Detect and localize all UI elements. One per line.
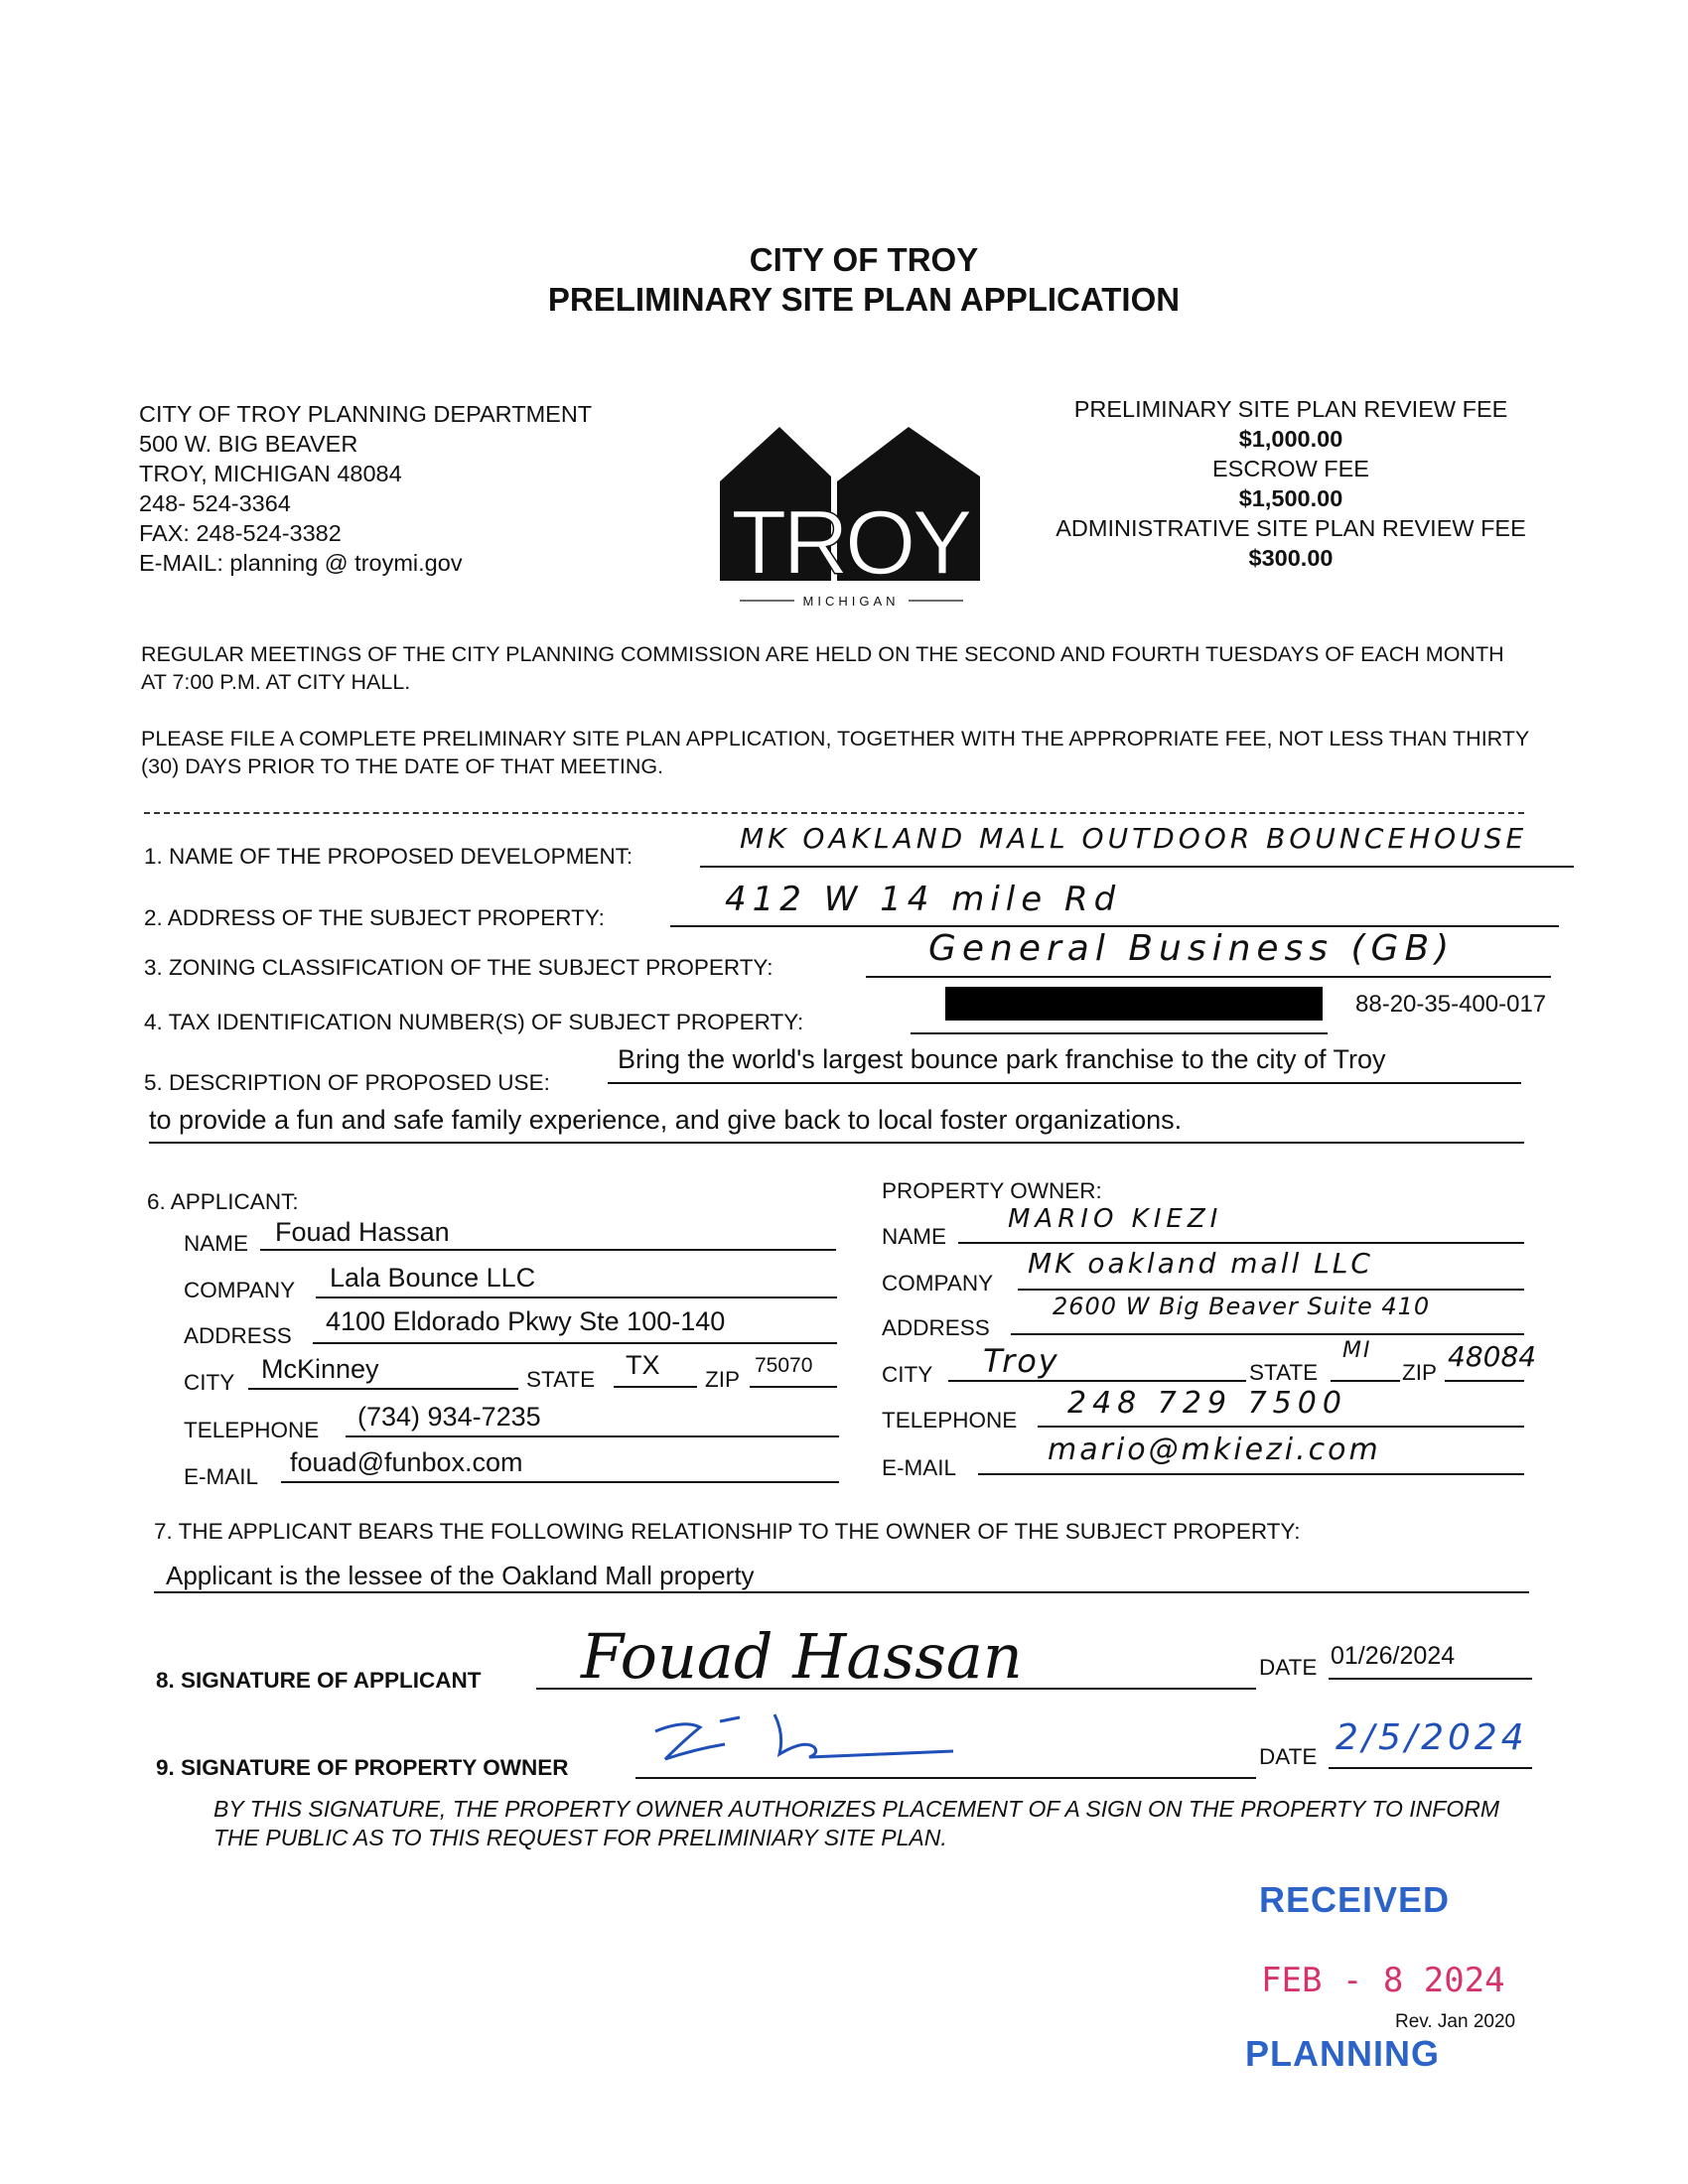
fee-block <box>1013 394 1569 573</box>
applicant-company-line <box>316 1297 837 1298</box>
owner-zip-label: ZIP <box>1402 1360 1438 1385</box>
applicant-city-line <box>248 1388 518 1390</box>
department-street: 500 W. BIG BEAVER <box>139 431 358 457</box>
owner-zip[interactable]: 48084 <box>1448 1340 1537 1373</box>
logo-subtext: MICHIGAN <box>802 594 900 609</box>
owner-date-line <box>1329 1767 1532 1769</box>
applicant-state-line <box>614 1386 697 1388</box>
dashed-divider <box>144 812 1524 814</box>
q2-value[interactable]: 412 W 14 mile Rd <box>725 880 1122 919</box>
owner-signature-label: 9. SIGNATURE OF PROPERTY OWNER <box>156 1755 569 1780</box>
applicant-email[interactable]: fouad@funbox.com <box>290 1447 523 1477</box>
applicant-state-label: STATE <box>526 1367 596 1392</box>
owner-state[interactable]: MI <box>1342 1338 1372 1363</box>
owner-telephone-line <box>1038 1426 1524 1428</box>
applicant-city[interactable]: McKinney <box>261 1354 379 1384</box>
owner-name[interactable]: MARIO KIEZI <box>1008 1204 1223 1234</box>
owner-heading: PROPERTY OWNER: <box>882 1178 1102 1203</box>
applicant-telephone[interactable]: (734) 934-7235 <box>357 1402 541 1432</box>
filing-notice: PLEASE FILE A COMPLETE PRELIMINARY SITE PLAN APPLICATION, TOGETHER WITH THE APPROPRIATE FEE, NOT LESS THAN THIRTY (30) DAYS PRIOR TO THE DATE OF THAT MEETING. <box>141 727 1529 778</box>
department-address <box>139 399 592 578</box>
q3-value[interactable]: General Business (GB) <box>928 928 1456 969</box>
q4-label: 4. TAX IDENTIFICATION NUMBER(S) OF SUBJECT PROPERTY: <box>144 1010 804 1034</box>
owner-company-label: COMPANY <box>882 1271 994 1296</box>
q1-value[interactable]: MK OAKLAND MALL OUTDOOR BOUNCEHOUSE <box>740 822 1528 855</box>
q5-label: 5. DESCRIPTION OF PROPOSED USE: <box>144 1070 550 1095</box>
troy-logo-graphic <box>720 427 983 611</box>
applicant-heading: 6. APPLICANT: <box>147 1189 299 1214</box>
owner-address[interactable]: 2600 W Big Beaver Suite 410 <box>1053 1293 1431 1320</box>
department-phone: 248- 524-3364 <box>139 490 291 516</box>
department-name: CITY OF TROY PLANNING DEPARTMENT <box>139 401 593 427</box>
applicant-zip-label: ZIP <box>705 1367 741 1392</box>
admin-fee-amount: $300.00 <box>1248 545 1334 571</box>
relationship-line <box>154 1591 1529 1593</box>
applicant-state[interactable]: TX <box>626 1350 660 1380</box>
received-stamp-date: FEB - 8 2024 <box>1261 1961 1505 2000</box>
applicant-zip[interactable]: 75070 <box>755 1354 813 1377</box>
escrow-fee-label: ESCROW FEE <box>1212 456 1369 481</box>
owner-signature-mark <box>645 1709 973 1779</box>
q5-line2 <box>149 1142 1524 1144</box>
meetings-notice: REGULAR MEETINGS OF THE CITY PLANNING COMMISSION ARE HELD ON THE SECOND AND FOURTH TUESDAYS OF EACH MONTH AT 7:00 P.M. AT CITY HALL. <box>141 642 1504 694</box>
owner-company-line <box>1018 1289 1524 1291</box>
relationship-value[interactable]: Applicant is the lessee of the Oakland Mall property <box>166 1561 755 1590</box>
q1-label: 1. NAME OF THE PROPOSED DEVELOPMENT: <box>144 844 633 869</box>
q1-line <box>700 866 1574 868</box>
received-stamp-planning: PLANNING <box>1245 2033 1440 2074</box>
admin-fee-label: ADMINISTRATIVE SITE PLAN REVIEW FEE <box>1055 515 1526 541</box>
relationship-label: 7. THE APPLICANT BEARS THE FOLLOWING RELATIONSHIP TO THE OWNER OF THE SUBJECT PROPERTY: <box>154 1519 1301 1544</box>
q5-value-line1[interactable]: Bring the world's largest bounce park franchise to the city of Troy <box>618 1044 1386 1074</box>
owner-email-label: E-MAIL <box>882 1455 957 1480</box>
revision-note: Rev. Jan 2020 <box>1395 2011 1516 2032</box>
owner-date[interactable]: 2/5/2024 <box>1336 1717 1528 1758</box>
q4-line <box>911 1032 1328 1034</box>
applicant-telephone-label: TELEPHONE <box>184 1418 320 1442</box>
logo-word: TROY <box>731 492 969 594</box>
q5-line1 <box>608 1082 1521 1084</box>
q2-line <box>670 925 1559 927</box>
owner-city-label: CITY <box>882 1362 933 1387</box>
applicant-name-label: NAME <box>184 1231 249 1256</box>
applicant-date[interactable]: 01/26/2024 <box>1331 1642 1456 1670</box>
department-fax: FAX: 248-524-3382 <box>139 520 342 546</box>
owner-name-label: NAME <box>882 1224 947 1249</box>
owner-email[interactable]: mario@mkiezi.com <box>1048 1433 1381 1467</box>
department-email: E-MAIL: planning @ troymi.gov <box>139 550 463 576</box>
applicant-email-label: E-MAIL <box>184 1464 259 1489</box>
redaction-bar <box>945 987 1323 1021</box>
applicant-address-label: ADDRESS <box>184 1323 292 1348</box>
applicant-telephone-line <box>346 1435 839 1437</box>
applicant-company[interactable]: Lala Bounce LLC <box>330 1263 536 1293</box>
q2-label: 2. ADDRESS OF THE SUBJECT PROPERTY: <box>144 905 605 930</box>
owner-city[interactable]: Troy <box>983 1342 1059 1380</box>
troy-logo <box>720 427 983 611</box>
applicant-signature: Fouad Hassan <box>581 1620 1023 1693</box>
owner-telephone[interactable]: 248 729 7500 <box>1067 1386 1347 1421</box>
owner-address-line <box>1011 1333 1524 1335</box>
applicant-city-label: CITY <box>184 1370 235 1395</box>
applicant-name[interactable]: Fouad Hassan <box>275 1217 450 1247</box>
form-title-line1: CITY OF TROY <box>749 241 979 278</box>
owner-address-label: ADDRESS <box>882 1315 990 1340</box>
applicant-address-line <box>313 1342 837 1344</box>
owner-authorization-note: BY THIS SIGNATURE, THE PROPERTY OWNER AUTHORIZES PLACEMENT OF A SIGN ON THE PROPERTY TO INFORM THE PUBLIC AS TO THIS REQUEST FOR PRELIMINIARY SITE PLAN. <box>213 1796 1499 1850</box>
applicant-name-line <box>260 1249 836 1251</box>
department-city: TROY, MICHIGAN 48084 <box>139 461 402 486</box>
q5-value-line2[interactable]: to provide a fun and safe family experience, and give back to local foster organizations. <box>149 1105 1183 1135</box>
owner-state-label: STATE <box>1249 1360 1319 1385</box>
owner-company[interactable]: MK oakland mall LLC <box>1028 1247 1373 1280</box>
applicant-date-line <box>1329 1678 1532 1680</box>
owner-state-line <box>1331 1380 1400 1382</box>
owner-date-label: DATE <box>1259 1744 1318 1769</box>
form-title-line2: PRELIMINARY SITE PLAN APPLICATION <box>547 281 1181 318</box>
owner-name-line <box>958 1242 1524 1244</box>
escrow-fee-amount: $1,500.00 <box>1238 485 1343 511</box>
owner-telephone-label: TELEPHONE <box>882 1408 1018 1433</box>
review-fee-label: PRELIMINARY SITE PLAN REVIEW FEE <box>1073 396 1508 422</box>
owner-email-line <box>978 1473 1524 1475</box>
owner-zip-line <box>1445 1380 1524 1382</box>
review-fee-amount: $1,000.00 <box>1238 426 1343 452</box>
owner-city-line <box>948 1380 1246 1382</box>
q4-value[interactable]: 88-20-35-400-017 <box>1355 991 1547 1018</box>
applicant-address[interactable]: 4100 Eldorado Pkwy Ste 100-140 <box>326 1306 726 1336</box>
applicant-zip-line <box>750 1386 837 1388</box>
applicant-signature-label: 8. SIGNATURE OF APPLICANT <box>156 1668 482 1693</box>
applicant-company-label: COMPANY <box>184 1278 296 1302</box>
q3-line <box>866 976 1551 978</box>
applicant-date-label: DATE <box>1259 1655 1318 1680</box>
received-stamp-label: RECEIVED <box>1259 1879 1451 1920</box>
q3-label: 3. ZONING CLASSIFICATION OF THE SUBJECT PROPERTY: <box>144 955 774 980</box>
applicant-email-line <box>281 1481 839 1483</box>
